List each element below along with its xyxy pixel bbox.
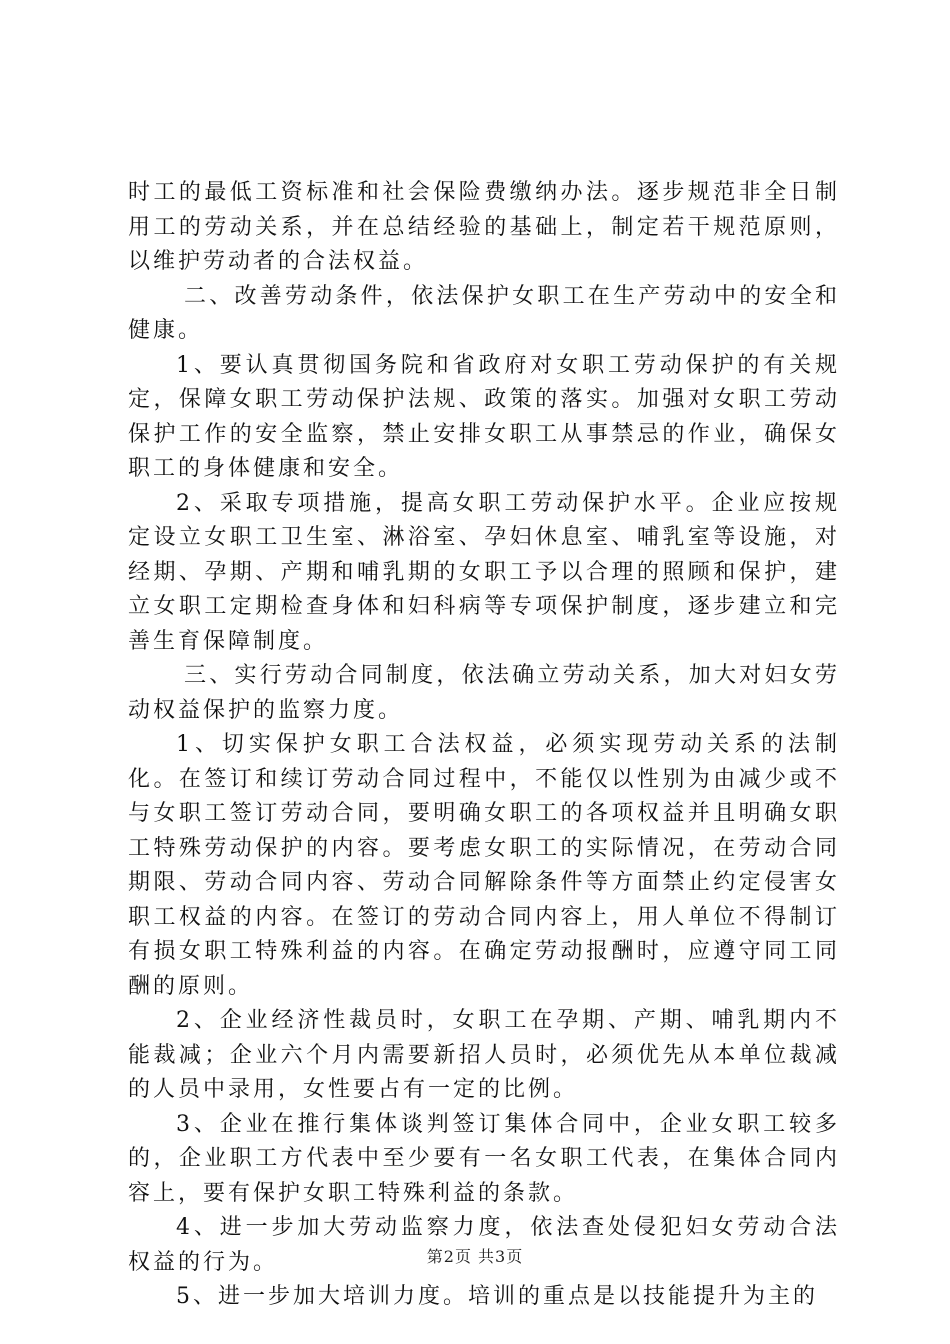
paragraph-2-2: 2、采取专项措施，提高女职工劳动保护水平。企业应按规定设立女职工卫生室、淋浴室、孕妇休息室、哺乳室等设施，对经期、孕期、产期和哺乳期的女职工予以合理的照顾和保护，建立女职工定期检查身体和妇科病等专项保护制度，逐步建立和完善生育保障制度。 [128, 490, 840, 654]
section-heading-3: 三、实行劳动合同制度，依法确立劳动关系，加大对妇女劳动权益保护的监察力度。 [128, 663, 840, 723]
section-heading-2: 二、改善劳动条件，依法保护女职工在生产劳动中的安全和健康。 [128, 283, 840, 343]
paragraph-3-2: 2、企业经济性裁员时，女职工在孕期、产期、哺乳期内不能裁减；企业六个月内需要新招人员时，必须优先从本单位裁减的人员中录用，女性要占有一定的比例。 [128, 1008, 840, 1102]
paragraph-3-1: 1、切实保护女职工合法权益，必须实现劳动关系的法制化。在签订和续订劳动合同过程中，不能仅以性别为由减少或不与女职工签订劳动合同，要明确女职工的各项权益并且明确女职工特殊劳动保护的内容。要考虑女职工的实际情况，在劳动合同期限、劳动合同内容、劳动合同解除条件等方面禁止约定侵害女职工权益的内容。在签订的劳动合同内容上，用人单位不得制订有损女职工特殊利益的内容。在确定劳动报酬时，应遵守同工同酬的原则。 [128, 732, 840, 999]
document-body [128, 176, 840, 1315]
page-number-label: 第2页 共3页 [426, 1247, 524, 1266]
paragraph-3-4: 4、进一步加大劳动监察力度，依法查处侵犯妇女劳动合法权益的行为。 [128, 1215, 840, 1275]
paragraph-3-5: 5、进一步加大培训力度。培训的重点是以技能提升为主的 [176, 1284, 818, 1309]
paragraph-3-3: 3、企业在推行集体谈判签订集体合同中，企业女职工较多的，企业职工方代表中至少要有一名女职工代表，在集体合同内容上，要有保护女职工特殊利益的条款。 [128, 1111, 840, 1206]
paragraph-continuation: 时工的最低工资标准和社会保险费缴纳办法。逐步规范非全日制用工的劳动关系，并在总结经验的基础上，制定若干规范原则，以维护劳动者的合法权益。 [128, 180, 840, 274]
page-footer [0, 1244, 950, 1267]
paragraph-2-1: 1、要认真贯彻国务院和省政府对女职工劳动保护的有关规定，保障女职工劳动保护法规、政策的落实。加强对女职工劳动保护工作的安全监察，禁止安排女职工从事禁忌的作业，确保女职工的身体健康和安全。 [128, 352, 840, 481]
